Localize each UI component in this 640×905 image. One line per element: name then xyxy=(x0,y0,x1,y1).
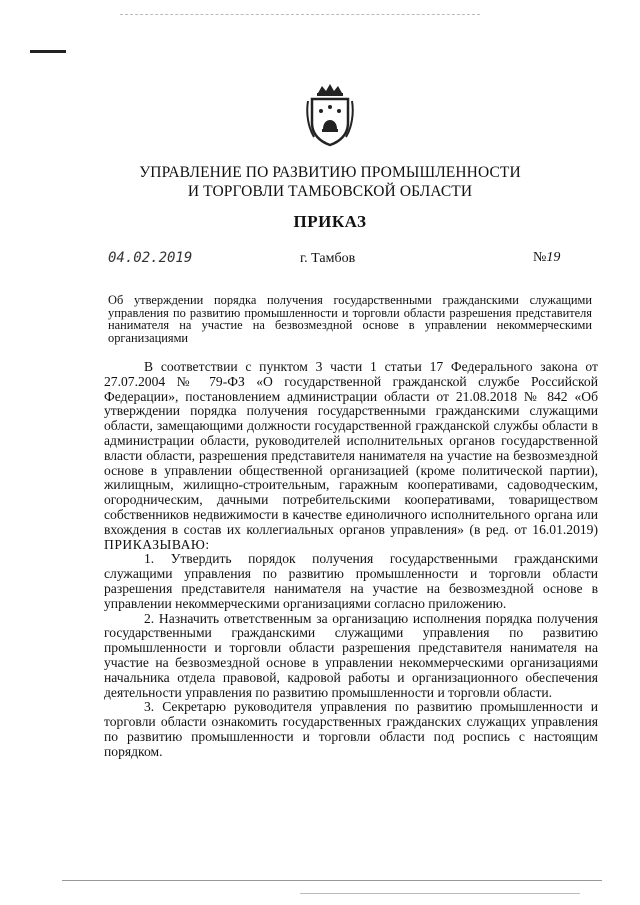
issuing-authority xyxy=(80,163,580,201)
order-item-1: 1. Утвердить порядок получения государственными гражданскими служащими управления по развитию промышленности и торговли области разрешения представителя нанимателя на участие на безвозмездной основе в управлении некоммерческими организациями согласно приложению. xyxy=(104,551,598,611)
scan-artifact-bottom-2 xyxy=(300,893,580,894)
tambov-coat-of-arms-icon xyxy=(306,83,354,147)
document-city: г. Тамбов xyxy=(300,251,356,266)
org-line-2: И ТОРГОВЛИ ТАМБОВСКОЙ ОБЛАСТИ xyxy=(187,183,473,200)
margin-mark xyxy=(30,50,66,53)
document-number xyxy=(533,250,560,266)
document-type: ПРИКАЗ xyxy=(293,212,367,231)
document-subject: Об утверждении порядка получения государственными гражданскими служащими управления по развитию промышленности и торговли области разрешения представителя нанимателя на участие на безвозмездной основе в управлении некоммерческими организациями xyxy=(108,293,592,345)
order-item-3: 3. Секретарю руководителя управления по развитию промышленности и торговли области ознакомить государственных гражданских служащих управления по развитию промышленности и торговли области под роспись с настоящим порядком. xyxy=(104,699,598,759)
order-item-2: 2. Назначить ответственным за организацию исполнения порядка получения государственными гражданскими служащими управления по развитию промышленности и торговли области разрешения представителя нанимателя на участие на безвозмездной основе в управлении некоммерческими организациями начальника отдела правовой, кадровой работы и организационного обеспечения деятельности управления по развитию промышленности и торговли области. xyxy=(104,610,598,700)
org-line-1: УПРАВЛЕНИЕ ПО РАЗВИТИЮ ПРОМЫШЛЕННОСТИ xyxy=(139,164,521,181)
document-body xyxy=(104,360,598,760)
scan-artifact-top xyxy=(120,14,480,16)
document-date: 04.02.2019 xyxy=(108,250,193,266)
order-word: ПРИКАЗЫВАЮ: xyxy=(104,536,210,552)
number-prefix: № xyxy=(533,250,547,265)
scan-artifact-bottom xyxy=(62,880,602,881)
number-value: 19 xyxy=(546,250,561,265)
preamble-text: В соответствии с пунктом 3 части 1 статьи 17 Федерального закона от 27.07.2004 № 79-ФЗ «О государственной гражданской службе Российской Федерации», постановлением администрации области от 21.08.2018 № 842 «Об утверждении порядка получения государственными гражданскими служащими области, замещающими должности государственной гражданской службы области в администрации области, руководителей исполнительных органов государственной власти области, разрешения представителя нанимателя на участие на безвозмездной основе в управлении общественной организацией (кроме политической партии), жилищным, жилищно-строительным, гаражным кооперативами, садоводческим, огородническим, дачными потребительскими кооперативами, товариществом собственников недвижимости в качестве единоличного исполнительного органа или вхождения в состав их коллегиальных органов управления» (в ред. от 16.01.2019) xyxy=(104,359,598,537)
preamble-paragraph xyxy=(104,360,598,552)
